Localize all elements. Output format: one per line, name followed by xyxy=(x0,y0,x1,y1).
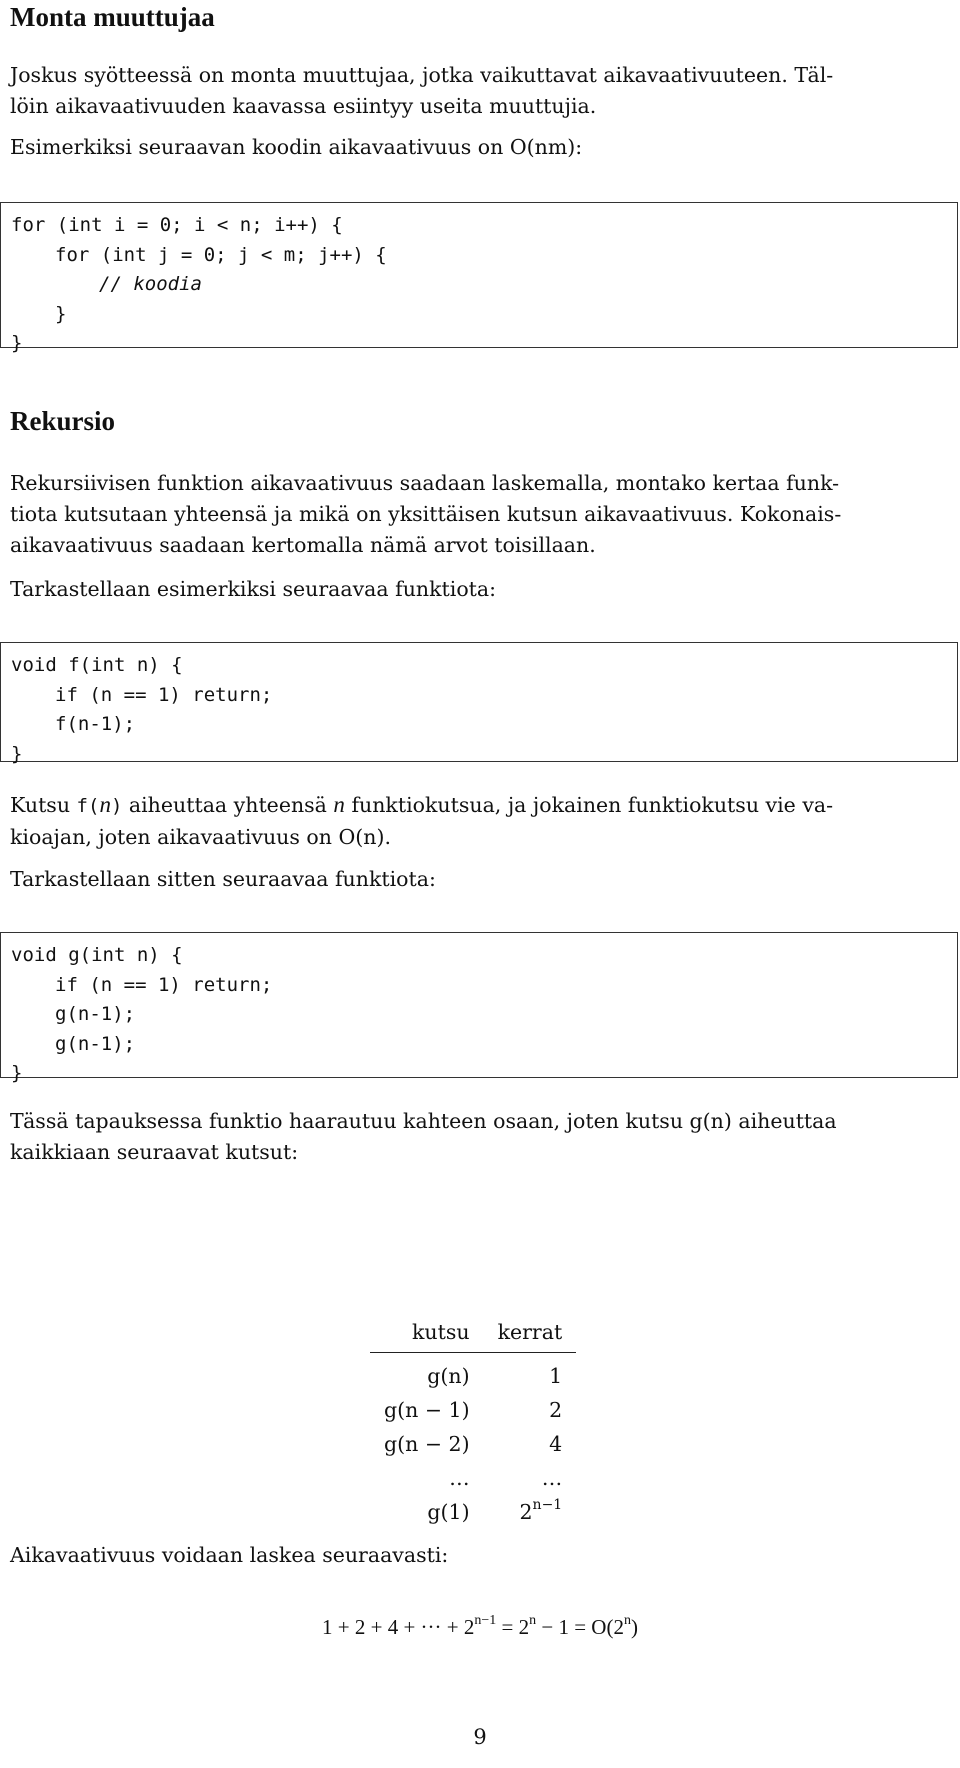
page-number: 9 xyxy=(473,1725,487,1749)
paragraph-line: kioajan, joten aikavaativuus on O(n). xyxy=(10,825,391,849)
table-row xyxy=(370,1495,576,1529)
code-comment: // koodia xyxy=(99,273,202,295)
table-row xyxy=(370,1427,576,1461)
inline-code: ) xyxy=(110,795,123,817)
paragraph-line: Tässä tapauksessa funktio haarautuu kahteen osaan, joten kutsu g(n) aiheuttaa xyxy=(10,1109,837,1133)
paragraph-line xyxy=(10,789,942,822)
table-cell: g(1) xyxy=(427,1500,470,1524)
table-cell: g(n − 1) xyxy=(384,1398,470,1422)
code-line: } xyxy=(11,742,23,765)
inline-code: f( xyxy=(76,795,100,817)
math-var: n xyxy=(99,792,111,817)
table-row xyxy=(370,1353,576,1394)
section-title-monta-muuttujaa: Monta muuttujaa xyxy=(10,2,215,32)
table-row xyxy=(370,1393,576,1427)
table-cell: … xyxy=(449,1466,470,1490)
code-line: } xyxy=(11,1062,23,1084)
table-header-kutsu: kutsu xyxy=(370,1318,484,1353)
math-base: 2 xyxy=(519,1500,533,1524)
code-line: } xyxy=(11,332,23,354)
formula-exponent: n−1 xyxy=(474,1613,497,1628)
code-block-function-f xyxy=(0,642,958,765)
paragraph-example: Esimerkiksi seuraavan koodin aikavaativuus on O(nm): xyxy=(10,135,583,159)
paragraph-line: löin aikavaativuuden kaavassa esiintyy useita muuttujia. xyxy=(10,94,597,118)
table-row xyxy=(370,1461,576,1495)
code-block-function-g xyxy=(0,932,958,1084)
code-line: for (int j = 0; j < m; j++) { xyxy=(55,243,387,266)
table-cell: 2 xyxy=(549,1398,563,1422)
formula-exponent: n xyxy=(623,1613,631,1628)
code-line: g(n-1); xyxy=(55,1032,136,1055)
math-exponent: n−1 xyxy=(532,1497,563,1513)
paragraph-example-g: Tarkastellaan sitten seuraavaa funktiota: xyxy=(10,867,436,891)
formula-part: ) xyxy=(630,1615,638,1639)
code-line: } xyxy=(55,302,67,325)
paragraph-recursion xyxy=(10,468,942,561)
paragraph-line: aikavaativuus saadaan kertomalla nämä arvot toisillaan. xyxy=(10,533,596,557)
paragraph-f-analysis xyxy=(10,789,942,853)
complexity-formula xyxy=(0,1615,960,1640)
table-cell: 4 xyxy=(549,1432,563,1456)
paragraph-line: tiota kutsutaan yhteensä ja mikä on yksittäisen kutsun aikavaativuus. Kokonais- xyxy=(10,502,842,526)
code-line: void g(int n) { xyxy=(11,944,183,966)
table-cell: g(n − 2) xyxy=(384,1432,470,1456)
table-cell: 1 xyxy=(549,1364,563,1388)
table-cell xyxy=(484,1495,577,1529)
table-header-row xyxy=(370,1318,576,1353)
text: aiheuttaa yhteensä xyxy=(122,793,334,817)
paragraph-line: Joskus syötteessä on monta muuttujaa, jotka vaikuttavat aikavaativuuteen. Täl- xyxy=(10,63,834,87)
paragraph-example-f: Tarkastellaan esimerkiksi seuraavaa funktiota: xyxy=(10,577,497,601)
paragraph-g-analysis xyxy=(10,1106,942,1168)
code-line: f(n-1); xyxy=(55,713,136,735)
formula-part: − 1 = O(2 xyxy=(536,1615,624,1639)
table-cell: … xyxy=(541,1466,563,1490)
code-line: if (n == 1) return; xyxy=(55,973,273,996)
code-block-nested-loops xyxy=(0,202,958,354)
formula-exponent: n xyxy=(529,1613,537,1628)
paragraph-line: kaikkiaan seuraavat kutsut: xyxy=(10,1140,299,1164)
text: Kutsu xyxy=(10,793,77,817)
formula-part: = 2 xyxy=(496,1615,530,1639)
paragraph-complexity: Aikavaativuus voidaan laskea seuraavasti: xyxy=(10,1543,449,1567)
code-line: if (n == 1) return; xyxy=(55,683,273,706)
code-line: void f(int n) { xyxy=(11,654,183,676)
math-var: n xyxy=(333,792,345,817)
table-cell: g(n) xyxy=(427,1364,470,1388)
text: funktiokutsua, ja jokainen funktiokutsu vie va- xyxy=(344,793,834,817)
calls-table xyxy=(370,1318,576,1529)
paragraph-intro xyxy=(10,60,942,122)
code-line: for (int i = 0; i < n; i++) { xyxy=(11,214,343,236)
table-header-kerrat: kerrat xyxy=(484,1318,577,1353)
formula-part: 1 + 2 + 4 + ··· + 2 xyxy=(322,1615,475,1639)
section-title-rekursio: Rekursio xyxy=(10,406,116,436)
code-line: g(n-1); xyxy=(55,1003,136,1025)
paragraph-line: Rekursiivisen funktion aikavaativuus saadaan laskemalla, montako kertaa funk- xyxy=(10,471,840,495)
